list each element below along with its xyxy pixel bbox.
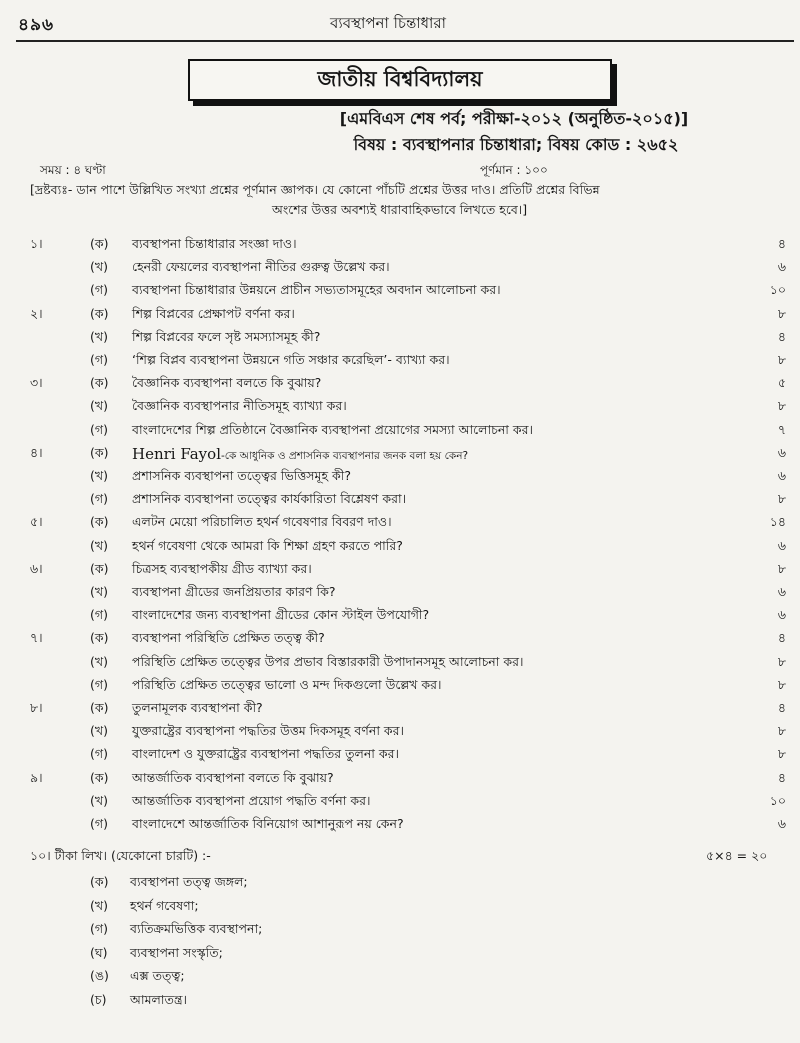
question-row: [0, 420, 800, 442]
short-note-item: [0, 966, 800, 988]
question-row: [0, 628, 800, 650]
question-marks: ৮: [777, 352, 786, 367]
question-marks: ৬: [777, 259, 786, 274]
short-note-part-label: (ঙ): [90, 968, 109, 983]
question-marks: ৮: [777, 306, 786, 321]
question-row: [0, 698, 800, 720]
question-text: পরিস্থিতি প্রেক্ষিত তত্ত্বের ভালো ও মন্দ দিকগুলো উল্লেখ কর।: [132, 677, 442, 692]
question-row: [0, 350, 800, 372]
question-text: বৈজ্ঞানিক ব্যবস্থাপনার নীতিসমূহ ব্যাখ্যা কর।: [132, 398, 347, 413]
page-number: ৪৯৬: [18, 15, 55, 35]
question-text: ব্যবস্থাপনা পরিস্থিতি প্রেক্ষিত তত্ত্ব কী?: [132, 630, 325, 645]
question-part-label: (খ): [90, 259, 108, 274]
question-text: ব্যবস্থাপনা গ্রীডের জনপ্রিয়তার কারণ কি?: [132, 584, 336, 599]
question-text: আন্তর্জাতিক ব্যবস্থাপনা প্রয়োগ পদ্ধতি বর্ণনা কর।: [132, 793, 371, 808]
question-number: ৫।: [30, 514, 43, 529]
question-part-label: (গ): [90, 422, 108, 437]
question-row: [0, 443, 800, 465]
question-part-label: (ক): [90, 630, 109, 645]
question-part-label: (খ): [90, 793, 108, 808]
question-row: [0, 605, 800, 627]
question-row: [0, 327, 800, 349]
question-row: [0, 280, 800, 302]
question-marks: ৮: [777, 654, 786, 669]
question-text: তুলনামূলক ব্যবস্থাপনা কী?: [132, 700, 263, 715]
question-row: [0, 396, 800, 418]
question-marks: ৮: [777, 677, 786, 692]
question-number: ৩।: [30, 375, 43, 390]
short-note-part-label: (ক): [90, 874, 109, 889]
short-notes-marks: ৫×৪ = ২০: [706, 848, 768, 863]
short-note-text: ব্যবস্থাপনা সংস্কৃতি;: [130, 945, 223, 960]
question-row: [0, 373, 800, 395]
question-text: চিত্রসহ ব্যবস্থাপকীয় গ্রীড ব্যাখ্যা কর।: [132, 561, 312, 576]
question-number: ৮।: [30, 700, 43, 715]
subject-code-line: বিষয় : ব্যবস্থাপনার চিন্তাধারা; বিষয় কোড : ২৬৫২: [353, 135, 679, 154]
short-note-text: এক্স তত্ত্ব;: [130, 968, 185, 983]
question-text: শিল্প বিপ্লবের প্রেক্ষাপট বর্ণনা কর।: [132, 306, 295, 321]
question-part-label: (গ): [90, 746, 108, 761]
question-part-label: (খ): [90, 538, 108, 553]
question-marks: ৮: [777, 723, 786, 738]
question-marks: ৮: [777, 491, 786, 506]
question-row: [0, 489, 800, 511]
question-marks: ৭: [777, 422, 786, 437]
question-marks: ১০: [769, 282, 786, 297]
question-text: যুক্তরাষ্ট্রের ব্যবস্থাপনা পদ্ধতির উত্তম দিকসমূহ বর্ণনা কর।: [132, 723, 405, 738]
question-row: [0, 536, 800, 558]
question-part-label: (ক): [90, 306, 109, 321]
question-row: [0, 744, 800, 766]
question-marks: ৬: [777, 816, 786, 831]
question-marks: ৮: [777, 398, 786, 413]
question-text: হথর্ন গবেষণা থেকে আমরা কি শিক্ষা গ্রহণ করতে পারি?: [132, 538, 403, 553]
question-marks: ৪: [777, 770, 786, 785]
question-marks: ৬: [777, 538, 786, 553]
question-part-label: (খ): [90, 654, 108, 669]
question-part-label: (গ): [90, 282, 108, 297]
short-note-text: হথর্ন গবেষণা;: [130, 898, 199, 913]
question-part-label: (গ): [90, 607, 108, 622]
header-rule: [16, 40, 794, 42]
exam-time: সময় : ৪ ঘণ্টা: [40, 163, 106, 177]
question-part-label: (গ): [90, 352, 108, 367]
question-text: [132, 445, 468, 466]
question-part-label: (খ): [90, 329, 108, 344]
instructions: [30, 180, 800, 220]
question-text: হেনরী ফেয়লের ব্যবস্থাপনা নীতির গুরুত্ব উল্লেখ কর।: [132, 259, 390, 274]
question-marks: ৮: [777, 746, 786, 761]
question-row: [0, 234, 800, 256]
question-marks: ৫: [777, 375, 786, 390]
question-number: ৪।: [30, 445, 43, 460]
exam-info-line: [এমবিএস শেষ পর্ব; পরীক্ষা-২০১২ (অনুষ্ঠিত-২০১৫)]: [339, 109, 689, 128]
short-note-part-label: (গ): [90, 921, 108, 936]
question-marks: ৪: [777, 700, 786, 715]
question-text: শিল্প বিপ্লবের ফলে সৃষ্ট সমস্যাসমূহ কী?: [132, 329, 321, 344]
question-text: বাংলাদেশ ও যুক্তরাষ্ট্রের ব্যবস্থাপনা পদ্ধতির তুলনা কর।: [132, 746, 399, 761]
question-text: ব্যবস্থাপনা চিন্তাধারার সংজ্ঞা দাও।: [132, 236, 297, 251]
full-marks: পূর্ণমান : ১০০: [480, 163, 548, 177]
question-row: [0, 814, 800, 836]
question-marks: ৬: [777, 584, 786, 599]
question-part-label: (ক): [90, 375, 109, 390]
question-row: [0, 512, 800, 534]
short-note-item: [0, 872, 800, 894]
question-part-label: (গ): [90, 816, 108, 831]
question-text: প্রশাসনিক ব্যবস্থাপনা তত্ত্বের ভিত্তিসমূহ কী?: [132, 468, 351, 483]
university-name: জাতীয় বিশ্ববিদ্যালয়: [317, 66, 483, 91]
question-row: [0, 675, 800, 697]
question-text: বাংলাদেশের জন্য ব্যবস্থাপনা গ্রীডের কোন স্টাইল উপযোগী?: [132, 607, 430, 622]
instructions-line-1: [দ্রষ্টব্যঃ- ডান পাশে উল্লিখিত সংখ্যা প্রশ্নের পূর্ণমান জ্ঞাপক। যে কোনো পাঁচটি প্রশ্নের উত্তর দাও। প্রতিটি প্রশ্নের বিভিন্ন: [30, 182, 600, 197]
question-row: [0, 559, 800, 581]
question-part-label: (খ): [90, 468, 108, 483]
short-notes-title: ১০। টীকা লিখ। (যেকোনো চারটি) :-: [30, 848, 211, 863]
question-text: আন্তর্জাতিক ব্যবস্থাপনা বলতে কি বুঝায়?: [132, 770, 334, 785]
question-marks: ৬: [777, 445, 786, 460]
question-row: [0, 304, 800, 326]
university-title-box: [188, 59, 612, 101]
question-text: প্রশাসনিক ব্যবস্থাপনা তত্ত্বের কার্যকারিতা বিশ্লেষণ করা।: [132, 491, 407, 506]
question-part-label: (ক): [90, 561, 109, 576]
question-text: বাংলাদেশে আন্তর্জাতিক বিনিয়োগ আশানুরূপ নয় কেন?: [132, 816, 404, 831]
short-note-part-label: (খ): [90, 898, 108, 913]
question-part-label: (খ): [90, 584, 108, 599]
question-marks: ৬: [777, 468, 786, 483]
short-note-item: [0, 990, 800, 1012]
question-row: [0, 582, 800, 604]
short-note-text: ব্যবস্থাপনা তত্ত্ব জঙ্গল;: [130, 874, 248, 889]
question-number: ৯।: [30, 770, 43, 785]
short-note-text: আমলাতন্ত্র।: [130, 992, 187, 1007]
question-marks: ৮: [777, 561, 786, 576]
question-text: পরিস্থিতি প্রেক্ষিত তত্ত্বের উপর প্রভাব বিস্তারকারী উপাদানসমূহ আলোচনা কর।: [132, 654, 524, 669]
question-marks: ১০: [769, 793, 786, 808]
question-text-rest: -কে আধুনিক ও প্রশাসনিক ব্যবস্থাপনার জনক বলা হয় কেন?: [221, 450, 469, 462]
short-notes-header: [0, 846, 800, 868]
question-part-label: (ক): [90, 445, 109, 460]
book-title: ব্যবস্থাপনা চিন্তাধারা: [330, 14, 447, 32]
question-marks: ৪: [777, 630, 786, 645]
question-text: বৈজ্ঞানিক ব্যবস্থাপনা বলতে কি বুঝায়?: [132, 375, 322, 390]
question-text: এলটন মেয়ো পরিচালিত হথর্ন গবেষণার বিবরণ দাও।: [132, 514, 392, 529]
question-marks: ১৪: [769, 514, 786, 529]
question-part-label: (গ): [90, 491, 108, 506]
question-part-label: (গ): [90, 677, 108, 692]
short-note-item: [0, 896, 800, 918]
short-note-part-label: (ঘ): [90, 945, 108, 960]
question-row: [0, 791, 800, 813]
question-text-latin: Henri Fayol: [132, 445, 221, 463]
running-header: [0, 0, 800, 46]
question-marks: ৬: [777, 607, 786, 622]
question-row: [0, 257, 800, 279]
short-note-item: [0, 919, 800, 941]
question-part-label: (ক): [90, 700, 109, 715]
question-part-label: (ক): [90, 236, 109, 251]
question-number: ৭।: [30, 630, 43, 645]
question-part-label: (ক): [90, 514, 109, 529]
question-text: ব্যবস্থাপনা চিন্তাধারার উন্নয়নে প্রাচীন সভ্যতাসমূহের অবদান আলোচনা কর।: [132, 282, 501, 297]
question-part-label: (খ): [90, 723, 108, 738]
question-part-label: (খ): [90, 398, 108, 413]
question-part-label: (ক): [90, 770, 109, 785]
question-row: [0, 721, 800, 743]
question-row: [0, 652, 800, 674]
question-row: [0, 768, 800, 790]
question-number: ২।: [30, 306, 43, 321]
question-text: ‘শিল্প বিপ্লব ব্যবস্থাপনা উন্নয়নে গতি সঞ্চার করেছিল’- ব্যাখ্যা কর।: [132, 352, 450, 367]
instructions-line-2: অংশের উত্তর অবশ্যই ধারাবাহিকভাবে লিখতে হবে।]: [272, 202, 528, 217]
question-row: [0, 466, 800, 488]
short-note-text: ব্যতিক্রমভিত্তিক ব্যবস্থাপনা;: [130, 921, 263, 936]
question-number: ১।: [30, 236, 43, 251]
question-text: বাংলাদেশের শিল্প প্রতিষ্ঠানে বৈজ্ঞানিক ব্যবস্থাপনা প্রয়োগের সমস্যা আলোচনা কর।: [132, 422, 534, 437]
short-note-item: [0, 943, 800, 965]
question-marks: ৪: [777, 329, 786, 344]
short-note-part-label: (চ): [90, 992, 107, 1007]
question-number: ৬।: [30, 561, 43, 576]
question-marks: ৪: [777, 236, 786, 251]
